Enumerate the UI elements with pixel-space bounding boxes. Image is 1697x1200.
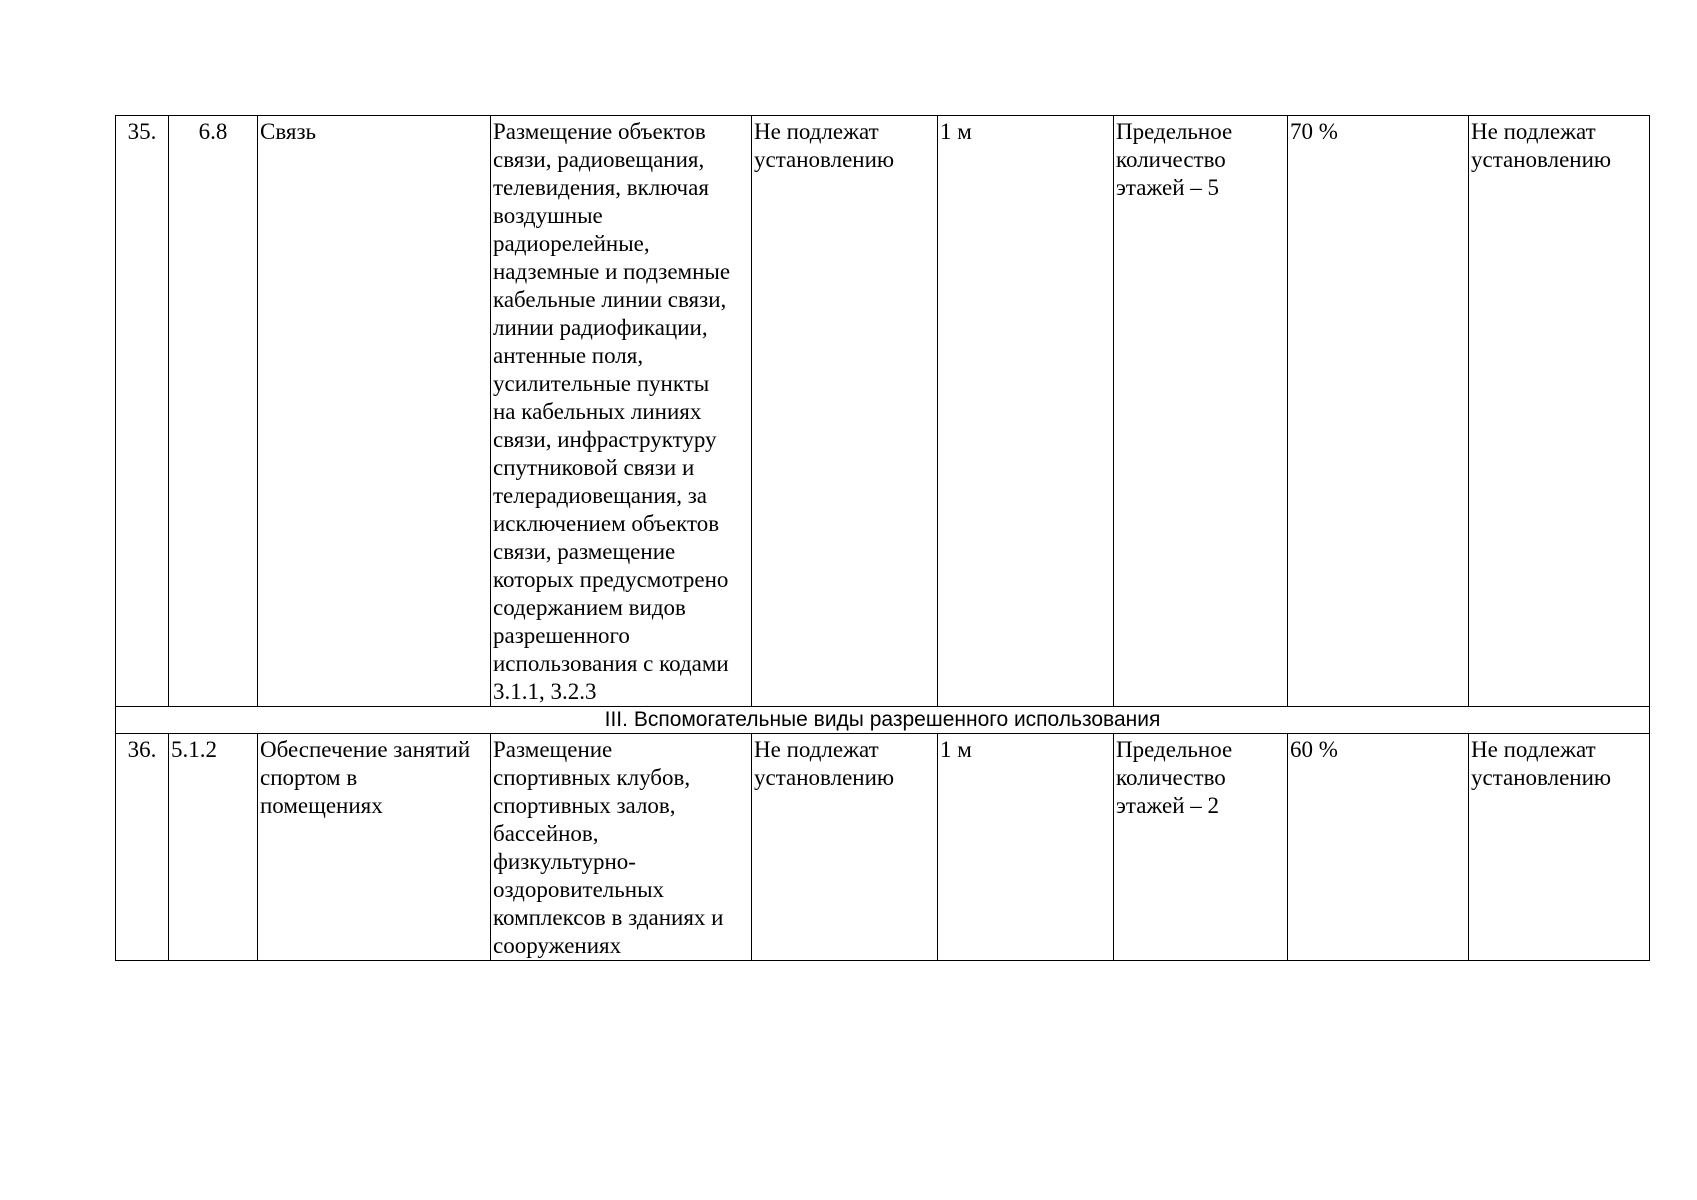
table-row	[116, 116, 1650, 707]
use-code-cell: 6.8	[169, 116, 258, 707]
other-params-cell: Не подлежат установлению	[1469, 734, 1650, 961]
use-description-cell: Размещение объектов связи, радиовещания, телевидения, включая воздушные радиорелейные, надземные и подземные кабельные линии связи, линии радиофикации, антенные поля, усилительные пункты на кабельных линиях связи, инфраструктуру спутниковой связи и телерадиовещания, за исключением объектов связи, размещение которых предусмотрено содержанием видов разрешенного использования с кодами 3.1.1, 3.2.3	[491, 116, 752, 707]
section-heading: III. Вспомогательные виды разрешенного использования	[116, 707, 1650, 734]
other-params-cell: Не подлежат установлению	[1469, 116, 1650, 707]
land-use-regulations-table	[115, 115, 1650, 961]
row-number-cell: 35.	[116, 116, 169, 707]
row-number-cell: 36.	[116, 734, 169, 961]
use-code-cell: 5.1.2	[169, 734, 258, 961]
use-name-cell: Связь	[258, 116, 491, 707]
plot-size-cell: Не подлежат установлению	[752, 734, 938, 961]
coverage-cell: 70 %	[1288, 116, 1469, 707]
use-name-cell: Обеспечение занятий спортом в помещениях	[258, 734, 491, 961]
setback-cell: 1 м	[938, 116, 1114, 707]
use-description-cell: Размещение спортивных клубов, спортивных залов, бассейнов, физкультурно- оздоровительных комплексов в зданиях и сооружениях	[491, 734, 752, 961]
section-heading-row	[116, 707, 1650, 734]
coverage-cell: 60 %	[1288, 734, 1469, 961]
plot-size-cell: Не подлежат установлению	[752, 116, 938, 707]
floors-cell: Предельное количество этажей – 2	[1114, 734, 1288, 961]
table-row	[116, 734, 1650, 961]
setback-cell: 1 м	[938, 734, 1114, 961]
floors-cell: Предельное количество этажей – 5	[1114, 116, 1288, 707]
